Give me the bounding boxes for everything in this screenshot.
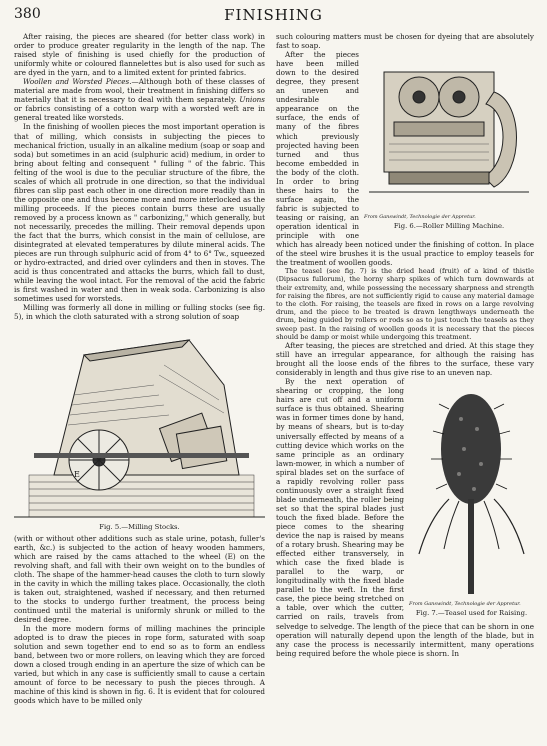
paragraph: After raising, the pieces are sheared (for better class work) in order to produce greater regularity in the length of the nap. The raised style of finishing is used chiefly for the production of uniformly white or coloured flannelettes but is also used for such as are dyed in the yarn, and to a limited extent for printed fabrics.: [14, 32, 265, 78]
running-title: FINISHING: [224, 6, 323, 24]
figure-7: [409, 379, 534, 617]
fig5-label-e: E: [74, 469, 80, 479]
roller-milling-machine-illustration: [364, 52, 534, 212]
paragraph: After teasing, the pieces are stretched and dried. At this stage they still have an irregular appearance, for although the raising has brought all the loose ends of the fibres to the surface, these vary considerably in length and thus give rise to an uneven nap.: [276, 341, 534, 378]
milling-stocks-illustration: [14, 325, 265, 521]
right-column: [276, 32, 534, 740]
figure-7-credit: From Ganswindt, Technologie der Appretur.: [409, 601, 521, 608]
left-column: [14, 32, 265, 740]
figure-6-caption: Fig. 6.—Roller Milling Machine.: [393, 222, 505, 231]
paragraph: After the pieces have been milled down to the desired degree, they present an uneven and undesirable appearance on the surface, the ends of many of the fibres which previously projected having been turned and thus become embedded in the body of the cloth. In order to bring these hairs to the surface again, the fabric is subjected to teasing or raising, an operation identical in principle with one which has already been noticed under the finishing of cotton. In place of the steel wire brushes it is the usual practice to employ teasels for the treatment of woollen goods.: [276, 50, 534, 268]
paragraph: In the more modern forms of milling machines the principle adopted is to draw the pieces in rope form, saturated with soap solution and sewn together end to end so as to form an endless band, between two or more rollers, on leaving which they are forced down a closed trough ending in an aperture the size of which can be varied, but which in any case is sufficiently small to cause a certain amount of force to be necessary to push the pieces through. A machine of this kind is shown in fig. 6. It is evident that for coloured goods which have to be milled only: [14, 623, 265, 706]
paragraph: (with or without other additions such as stale urine, potash, fuller's earth, &c.) is subjected to the action of heavy wooden hammers, which are raised by the cams attached to the wheel (E) on the revolving shaft, and fall with their own weight on to the bundles of cloth. The shape of the hammer-head causes the cloth to turn slowly in the cavity in which the milling takes place. Occasionally, the cloth is taken out, straightened, washed if necessary, and then returned to the stocks to undergo further treatment, the process being continued until the material is uniformly shrunk or milled to the desired degree.: [14, 533, 265, 624]
figure-6-credit: From Ganswindt, Technologie der Appretur.: [364, 214, 476, 221]
figure-7-caption: Fig. 7.—Teasel used for Raising.: [415, 609, 528, 618]
page-header: [14, 6, 533, 28]
paragraph: such colouring matters must be chosen for dyeing that are absolutely fast to soap.: [276, 32, 534, 51]
page-number: 380: [14, 6, 41, 22]
section-heading: Woollen and Worsted Pieces.: [23, 77, 132, 87]
paragraph: In the finishing of woollen pieces the most important operation is that of milling, which consists in subjecting the pieces to mechanical friction, usually in an alkaline medium (soap or soap and soda) but sometimes in an acid (sulphuric acid) medium, in order to bring about felting and consequent " fulling " of the fabric. This felting of the wool is due to the peculiar structure of the fibre, the scales of which all protrude in one direction, so that the individual fibres can slip past each other in one direction more readily than in the opposite one and thus become more and more interlocked as the milling proceeds. If the pieces contain burrs these are usually removed by a process known as " carbonizing," which generally, but not necessarily, precedes the milling. Their removal depends upon the fact that the burrs, which consist in the main of cellulose, are disintegrated at elevated temperatures by dilute mineral acids. The pieces are run through sulphuric acid of from 4° to 6° Tw., squeezed or hydro-extracted, and dried over cylinders and then in stoves. The acid is thus concentrated and attacks the burrs, which fall to dust, while leaving the wool intact. For the removal of the acid the fabric is first washed in water and then in weak soda. Carbonizing is also sometimes used for worsteds.: [14, 122, 265, 304]
figure-6: [364, 52, 534, 230]
figure-5: [14, 325, 265, 531]
paragraph: Woollen and Worsted Pieces.—Although both of these classes of material are made from wool, their treatment in finishing differs so materially that it is necessary to deal with them separately. Unions or fabrics consisting of a cotton warp with a worsted weft are in general treated like worsteds.: [14, 77, 265, 123]
paragraph: By the next operation of shearing or cropping, the long hairs are cut off and a uniform surface is thus obtained. Shearing was in former times done by hand, by means of shears, but is to-day universally effected by means of a cutting device which works on the same principle as an ordinary lawn-mower, in which a number of spiral blades set on the surface of a rapidly revolving roller pass continuously over a straight fixed blade underneath, the roller being set so that the spiral blades just touch the fixed blade. Before the piece comes to the shearing device the nap is raised by means of a rotary brush. Shearing may be effected either transversely, in which case the fixed blade is parallel to the warp, or longitudinally with the fixed blade parallel to the weft. In the first case, the piece being stretched on a table, over which the cutter, carried on rails, travels from selvedge to selvedge. The length of the piece that can be shorn in one operation will naturally depend upon the length of the blade, but in any case the process is necessarily intermittent, many operations being required before the whole piece is shorn. In: [276, 377, 534, 658]
figure-5-caption: Fig. 5.—Milling Stocks.: [99, 522, 180, 531]
paragraph: The teasel (see fig. 7) is the dried head (fruit) of a kind of thistle (Dipsacus fullorum), the horny sharp spikes of which turn downwards at their extremity, and, while possessing the necessary sharpness and strength for raising the fibres, are not sufficiently rigid to cause any material damage to the cloth. For raising, the teasels are fixed in rows on a large revolving drum, and the piece to be treated is drawn lengthways underneath the drum, being guided by rollers or rods so as to just touch the teasels as they sweep past. In the raising of woollen goods it is necessary that the pieces should be damp or moist while undergoing this treatment.: [276, 267, 534, 341]
teasel-illustration: [409, 379, 534, 599]
paragraph: Milling was formerly all done in milling or fulling stocks (see fig. 5), in which the cloth saturated with a strong solution of soap: [14, 303, 265, 322]
